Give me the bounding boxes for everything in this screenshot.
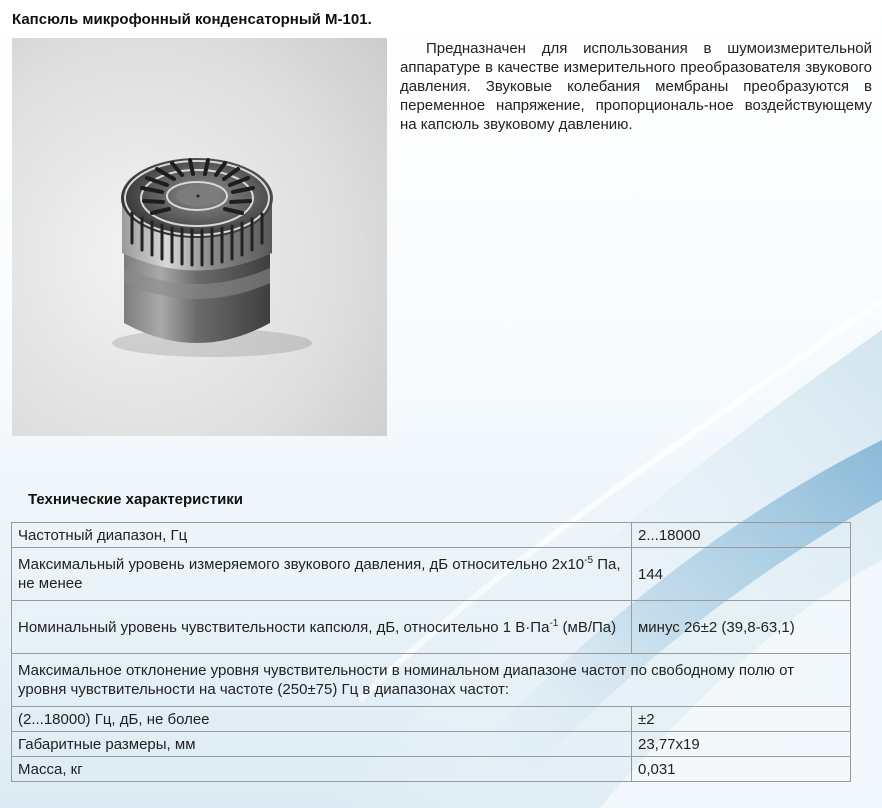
- spec-param-text: Номинальный уровень чувствительности капсюля, дБ, относительно 1 В·Па: [18, 618, 550, 636]
- spec-value: 2...18000: [631, 523, 850, 548]
- spec-param: Габаритные размеры, мм: [12, 732, 632, 757]
- spec-param: [12, 548, 632, 601]
- spec-value: ±2: [631, 707, 850, 732]
- spec-value: 23,77х19: [631, 732, 850, 757]
- spec-value: минус 26±2 (39,8-63,1): [631, 601, 850, 654]
- table-row: [12, 654, 851, 707]
- spec-param-exponent: -1: [549, 617, 559, 629]
- spec-param: Масса, кг: [12, 757, 632, 782]
- spec-param: (2...18000) Гц, дБ, не более: [12, 707, 632, 732]
- spec-param-exponent: -5: [584, 555, 594, 566]
- spec-param: [12, 601, 632, 654]
- page-title: Капсюль микрофонный конденсаторный М-101.: [12, 11, 372, 28]
- table-row: [12, 707, 851, 732]
- table-row: [12, 523, 851, 548]
- description-text: Предназначен для использования в шумоизмерительной аппаратуре в качестве измерительного преобразователя звукового давления. Звуковые колебания мембраны преобразуются в переменное напряжение, пропорциональ-ное воздействующему на капсюль звуковому давлению.: [400, 40, 872, 133]
- microphone-capsule-photo: [12, 38, 387, 436]
- specs-heading: Технические характеристики: [28, 491, 244, 508]
- table-row: [12, 757, 851, 782]
- table-row: [12, 732, 851, 757]
- spec-param: Частотный диапазон, Гц: [12, 523, 632, 548]
- spec-param-text: Максимальный уровень измеряемого звукового давления, дБ относительно 2х10: [18, 556, 585, 573]
- spec-value: 0,031: [631, 757, 850, 782]
- spec-value: 144: [631, 548, 850, 601]
- spec-param-text-tail: (мВ/Па): [558, 618, 617, 636]
- spec-param-text-tail: Па, не менее: [18, 556, 621, 592]
- table-row: [12, 548, 851, 601]
- spec-param-full: Максимальное отклонение уровня чувствительности в номинальном диапазоне частот по свободному полю от уровня чувствительности на частоте (250±75) Гц в диапазонах частот:: [12, 654, 851, 707]
- specs-table: [11, 522, 851, 782]
- table-row: [12, 601, 851, 654]
